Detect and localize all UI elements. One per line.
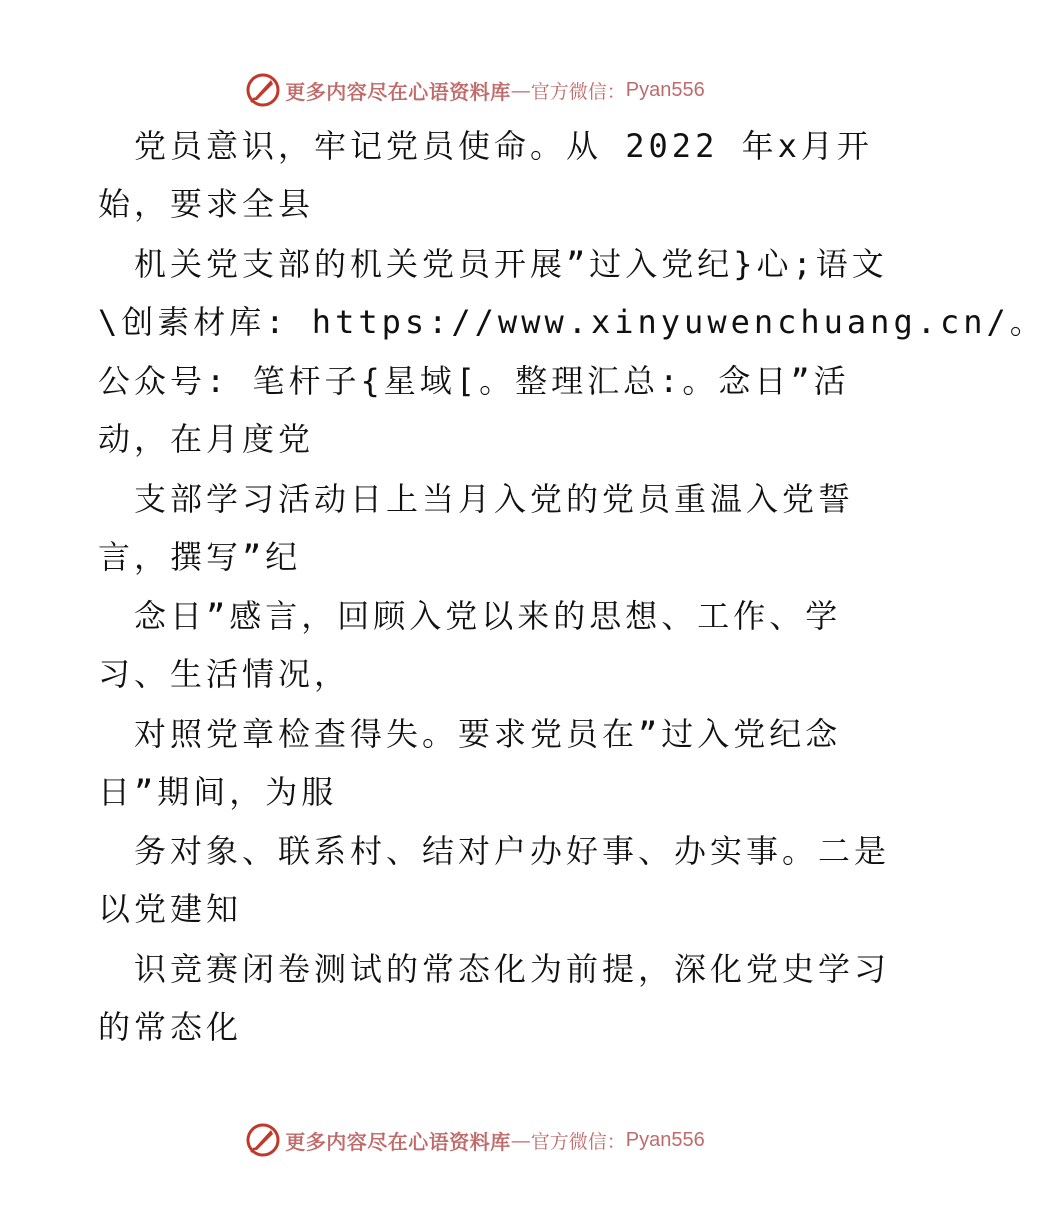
text-line: 的常态化 (98, 1008, 243, 1046)
header-banner (0, 70, 950, 110)
quill-logo-icon (245, 1122, 281, 1158)
header-wechat-label: 官方微信： (530, 80, 626, 103)
text-line: 言，撰写”纪 (98, 538, 302, 576)
text-line: 动，在月度党 (98, 420, 315, 458)
text-line: 对照党章检查得失。要求党员在”过入党纪念 (134, 715, 842, 753)
footer-banner-text: 更多内容尽在心语资料库 (285, 1129, 511, 1154)
footer-wechat-label: 官方微信： (530, 1130, 626, 1153)
text-line: 党员意识，牢记党员使命。从 2022 年x月开 (134, 127, 873, 165)
text-line: 务对象、联系村、结对户办好事、办实事。二是 (134, 832, 891, 870)
text-line: 支部学习活动日上当月入党的党员重温入党誓 (134, 480, 855, 518)
text-line: 念日”感言，回顾入党以来的思想、工作、学 (134, 597, 842, 635)
text-line: 公众号: 笔杆子{星域[。整理汇总:。念日”活 (98, 362, 850, 400)
footer-banner-separator: — (510, 1128, 531, 1152)
header-banner-separator: — (510, 78, 531, 102)
footer-banner (0, 1120, 950, 1160)
text-line: 识竞赛闭卷测试的常态化为前提，深化党史学习 (134, 950, 891, 988)
text-line: 机关党支部的机关党员开展”过入党纪}心;语文 (134, 245, 888, 283)
text-line: 习、生活情况， (98, 655, 351, 693)
header-wechat-id: Pyan556 (625, 78, 705, 101)
text-line: 日”期间，为服 (98, 773, 338, 811)
text-line: 以党建知 (98, 890, 243, 928)
text-line: \创素材库: https://www.xinyuwenchuang.cn/。 (98, 303, 1046, 341)
header-banner-text: 更多内容尽在心语资料库 (285, 79, 511, 104)
quill-logo-icon (245, 72, 281, 108)
text-line: 始，要求全县 (98, 185, 315, 223)
footer-wechat-id: Pyan556 (625, 1128, 705, 1151)
